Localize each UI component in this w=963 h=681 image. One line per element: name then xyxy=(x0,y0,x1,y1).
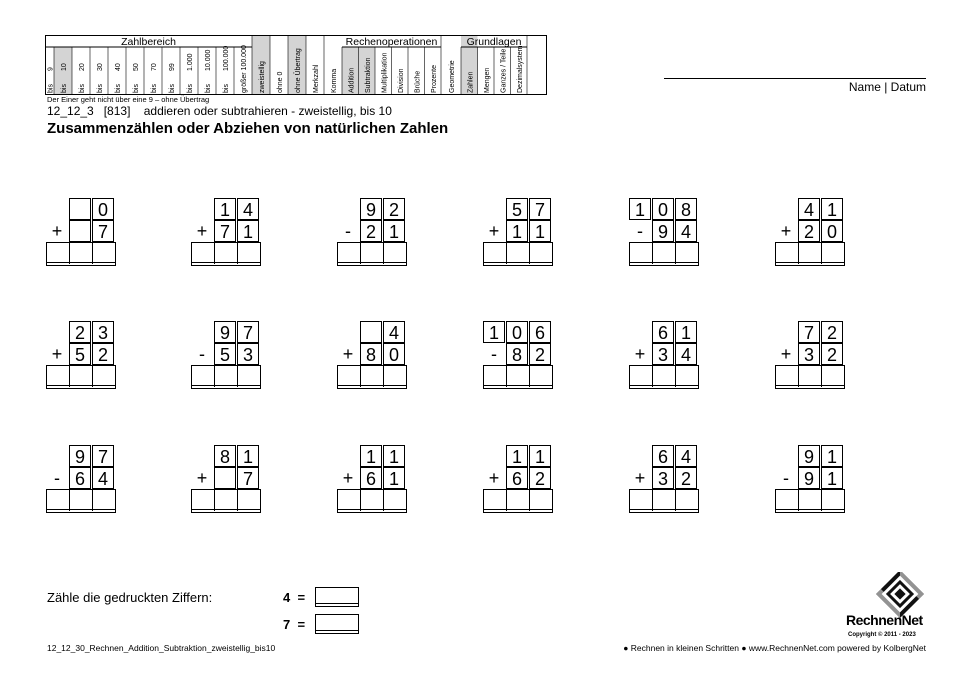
zahlbereich-value: 30 xyxy=(97,63,104,71)
answer-cell-divider xyxy=(529,365,530,387)
bottom-digit: 6 xyxy=(69,467,91,489)
operator-sign: - xyxy=(345,221,351,241)
top-digit: 4 xyxy=(675,445,697,467)
top-digit: 1 xyxy=(214,198,236,220)
answer-double-rule xyxy=(775,262,845,263)
zahlbereich-bis: bis xyxy=(97,84,104,93)
bottom-digit xyxy=(69,220,91,242)
problem-5 xyxy=(629,198,699,268)
answer-double-rule xyxy=(483,385,553,386)
bottom-digit: 6 xyxy=(506,467,528,489)
bottom-digit: 2 xyxy=(798,220,820,242)
problem-6 xyxy=(775,198,845,268)
operator-sign: + xyxy=(488,221,500,241)
answer-cell-divider xyxy=(821,489,822,511)
answer-cell-divider xyxy=(92,489,93,511)
operator-sign: - xyxy=(54,468,60,488)
answer-double-rule xyxy=(191,385,261,386)
top-digit: 3 xyxy=(92,321,114,343)
top-digit: 8 xyxy=(214,445,236,467)
bottom-digit: 1 xyxy=(821,467,843,489)
problem-16 xyxy=(483,445,553,515)
top-digit: 9 xyxy=(69,445,91,467)
problem-2 xyxy=(191,198,261,268)
answer-cell-divider xyxy=(360,365,361,387)
zahlbereich-value: 9 xyxy=(47,67,55,71)
operator-sign: - xyxy=(783,468,789,488)
bottom-digit xyxy=(214,467,236,489)
top-digit: 9 xyxy=(798,445,820,467)
answer-cell-divider xyxy=(529,489,530,511)
zahlbereich-value: 70 xyxy=(151,63,158,71)
top-digit: 9 xyxy=(360,198,382,220)
top-digit xyxy=(629,321,651,343)
answer-cell-divider xyxy=(360,489,361,511)
worksheet-code: 12_12_3 [813] addieren oder subtrahieren - zweistellig, bis 10 xyxy=(47,104,392,118)
problem-17 xyxy=(629,445,699,515)
zahlbereich-value: 99 xyxy=(169,63,176,71)
answer-double-rule xyxy=(46,262,116,263)
bottom-digit: 2 xyxy=(529,467,551,489)
answer-cell-divider xyxy=(506,489,507,511)
zahlbereich-value: 10 xyxy=(61,63,68,71)
answer-double-rule xyxy=(46,385,116,386)
top-digit: 1 xyxy=(821,198,843,220)
count-answer-box-1[interactable] xyxy=(315,587,359,607)
bottom-digit: 5 xyxy=(214,343,236,365)
top-digit: 0 xyxy=(92,198,114,220)
answer-double-rule xyxy=(483,262,553,263)
zahlbereich-bis: bis xyxy=(47,84,55,93)
top-digit: 0 xyxy=(506,321,528,343)
top-digit: 4 xyxy=(798,198,820,220)
name-datum-label: Name | Datum xyxy=(848,80,926,94)
zahlbereich-bis: bis xyxy=(223,84,230,93)
count-answer-box-2[interactable] xyxy=(315,614,359,634)
answer-double-rule xyxy=(775,509,845,510)
answer-double-rule xyxy=(337,509,407,510)
bottom-digit: 3 xyxy=(237,343,259,365)
answer-cell-divider xyxy=(92,242,93,264)
answer-double-rule xyxy=(46,509,116,510)
bottom-digit: 9 xyxy=(798,467,820,489)
operator-sign: + xyxy=(780,344,792,364)
bottom-digit: 2 xyxy=(675,467,697,489)
top-digit: 8 xyxy=(675,198,697,220)
answer-double-rule xyxy=(191,262,261,263)
category-col-label: Ganzes / Teile xyxy=(500,48,508,93)
top-digit xyxy=(46,445,68,467)
category-col-label: Komma xyxy=(331,68,338,93)
answer-cell-divider xyxy=(652,489,653,511)
top-digit xyxy=(46,321,68,343)
zahlbereich-bis: bis xyxy=(115,84,122,93)
answer-cell-divider xyxy=(506,242,507,264)
operator-sign: + xyxy=(780,221,792,241)
category-col-label: Geometrie xyxy=(449,60,456,93)
problem-15 xyxy=(337,445,407,515)
answer-cell-divider xyxy=(69,242,70,264)
answer-double-rule xyxy=(337,262,407,263)
operator-sign: - xyxy=(199,344,205,364)
top-digit: 5 xyxy=(506,198,528,220)
problem-1 xyxy=(46,198,116,268)
zahlbereich-value: 10.000 xyxy=(205,49,212,71)
bottom-digit: 1 xyxy=(506,220,528,242)
bottom-digit: 2 xyxy=(92,343,114,365)
category-col-label: Zahlen xyxy=(467,71,475,93)
problem-3 xyxy=(337,198,407,268)
answer-cell-divider xyxy=(383,242,384,264)
answer-cell-divider xyxy=(237,242,238,264)
operator-sign: + xyxy=(634,468,646,488)
top-digit: 2 xyxy=(821,321,843,343)
top-digit: 4 xyxy=(383,321,405,343)
bottom-digit: 2 xyxy=(529,343,551,365)
answer-cell-divider xyxy=(529,242,530,264)
top-digit: 1 xyxy=(360,445,382,467)
bottom-digit: 3 xyxy=(652,343,674,365)
answer-cell-divider xyxy=(383,365,384,387)
answer-cell-divider xyxy=(383,489,384,511)
answer-cell-divider xyxy=(69,365,70,387)
answer-cell-divider xyxy=(821,242,822,264)
problem-11 xyxy=(629,321,699,391)
category-col-label: ohne Übertrag xyxy=(295,48,302,93)
top-digit: 7 xyxy=(529,198,551,220)
category-col-label: Merkzahl xyxy=(313,64,320,93)
answer-double-rule xyxy=(337,385,407,386)
answer-cell-divider xyxy=(237,365,238,387)
top-digit: 1 xyxy=(629,198,651,220)
bottom-digit: 4 xyxy=(675,343,697,365)
bottom-digit: 7 xyxy=(214,220,236,242)
answer-cell-divider xyxy=(652,242,653,264)
answer-cell-divider xyxy=(214,242,215,264)
top-digit xyxy=(191,321,213,343)
bottom-digit: 1 xyxy=(237,220,259,242)
bottom-digit: 1 xyxy=(383,220,405,242)
zahlbereich-bis: bis xyxy=(187,84,194,93)
top-digit: 1 xyxy=(506,445,528,467)
worksheet-note: Der Einer geht nicht über eine 9 – ohne Übertrag xyxy=(47,95,210,104)
zahlbereich-value: 1.000 xyxy=(187,53,194,71)
answer-cell-divider xyxy=(675,242,676,264)
operator-sign: + xyxy=(196,221,208,241)
zahlbereich-value: 100.000 xyxy=(223,45,230,71)
category-col-label: ohne 0 xyxy=(277,71,284,93)
problem-18 xyxy=(775,445,845,515)
problem-4 xyxy=(483,198,553,268)
bottom-digit: 3 xyxy=(652,467,674,489)
top-digit: 6 xyxy=(529,321,551,343)
answer-cell-divider xyxy=(675,489,676,511)
category-col-label: zweistellig xyxy=(259,61,266,93)
count-digit-2: 7 = xyxy=(283,617,306,632)
top-digit: 1 xyxy=(383,445,405,467)
answer-cell-divider xyxy=(214,365,215,387)
page-title: Zusammenzählen oder Abziehen von natürlichen Zahlen xyxy=(47,120,449,137)
zahlbereich-bis: bis xyxy=(205,84,212,93)
top-digit: 1 xyxy=(821,445,843,467)
zahlbereich-value: größer 100.000 xyxy=(241,45,248,93)
answer-double-rule xyxy=(191,509,261,510)
logo-copyright: Copyright © 2011 - 2023 xyxy=(848,632,916,638)
operator-sign: + xyxy=(196,468,208,488)
operator-sign: + xyxy=(342,468,354,488)
problem-10 xyxy=(483,321,553,391)
top-digit: 6 xyxy=(652,445,674,467)
top-digit xyxy=(337,321,359,343)
logo-wordmark: RechnenNet xyxy=(846,612,923,628)
top-digit: 1 xyxy=(529,445,551,467)
answer-double-rule xyxy=(629,262,699,263)
footer-filename: 12_12_30_Rechnen_Addition_Subtraktion_zweistellig_bis10 xyxy=(47,643,276,653)
zahlbereich-value: 20 xyxy=(79,63,86,71)
top-digit xyxy=(360,321,382,343)
zahlbereich-bis: bis xyxy=(133,84,140,93)
category-table xyxy=(45,35,651,100)
bottom-digit: 1 xyxy=(529,220,551,242)
bottom-digit: 3 xyxy=(798,343,820,365)
bottom-digit: 4 xyxy=(92,467,114,489)
operator-sign: + xyxy=(488,468,500,488)
count-label: Zähle die gedruckten Ziffern: xyxy=(47,590,213,605)
bottom-digit: 2 xyxy=(360,220,382,242)
problem-14 xyxy=(191,445,261,515)
answer-cell-divider xyxy=(798,242,799,264)
answer-cell-divider xyxy=(214,489,215,511)
top-digit xyxy=(191,198,213,220)
top-digit xyxy=(337,445,359,467)
name-line xyxy=(664,78,926,79)
answer-cell-divider xyxy=(821,365,822,387)
top-digit xyxy=(69,198,91,220)
top-digit xyxy=(775,445,797,467)
top-digit: 2 xyxy=(69,321,91,343)
answer-cell-divider xyxy=(92,365,93,387)
category-col-label: Addition xyxy=(348,67,356,93)
top-digit xyxy=(337,198,359,220)
operator-sign: - xyxy=(637,221,643,241)
top-digit: 6 xyxy=(652,321,674,343)
problem-12 xyxy=(775,321,845,391)
problem-9 xyxy=(337,321,407,391)
answer-double-rule xyxy=(629,509,699,510)
top-digit xyxy=(191,445,213,467)
zahlbereich-value: 40 xyxy=(115,63,122,71)
bottom-digit: 5 xyxy=(69,343,91,365)
top-digit: 7 xyxy=(237,321,259,343)
problem-7 xyxy=(46,321,116,391)
operator-sign: + xyxy=(634,344,646,364)
top-digit: 7 xyxy=(798,321,820,343)
top-digit: 7 xyxy=(92,445,114,467)
top-digit: 9 xyxy=(214,321,236,343)
top-digit: 1 xyxy=(675,321,697,343)
top-digit xyxy=(775,321,797,343)
top-digit: 2 xyxy=(383,198,405,220)
answer-cell-divider xyxy=(798,365,799,387)
bottom-digit: 8 xyxy=(360,343,382,365)
category-col-label: Division xyxy=(397,68,405,93)
category-col-label: Subtraktion xyxy=(364,57,372,93)
top-digit: 4 xyxy=(237,198,259,220)
answer-cell-divider xyxy=(652,365,653,387)
top-digit: 1 xyxy=(483,321,505,343)
operator-sign: + xyxy=(51,221,63,241)
answer-cell-divider xyxy=(798,489,799,511)
bottom-digit: 7 xyxy=(237,467,259,489)
zahlbereich-bis: bis xyxy=(169,84,176,93)
category-col-label: Multiplikation xyxy=(381,52,389,93)
top-digit xyxy=(483,445,505,467)
operator-sign: + xyxy=(342,344,354,364)
answer-double-rule xyxy=(629,385,699,386)
category-table-svg xyxy=(45,35,651,95)
zahlbereich-bis: bis xyxy=(79,84,86,93)
bottom-digit: 4 xyxy=(675,220,697,242)
answer-cell-divider xyxy=(675,365,676,387)
count-digit-1: 4 = xyxy=(283,590,306,605)
bottom-digit: 6 xyxy=(360,467,382,489)
problem-8 xyxy=(191,321,261,391)
top-digit xyxy=(775,198,797,220)
answer-double-rule xyxy=(775,385,845,386)
bottom-digit: 8 xyxy=(506,343,528,365)
answer-double-rule xyxy=(483,509,553,510)
bottom-digit: 1 xyxy=(383,467,405,489)
bottom-digit: 7 xyxy=(92,220,114,242)
top-digit xyxy=(46,198,68,220)
operator-sign: - xyxy=(491,344,497,364)
category-col-label: Brüche xyxy=(414,70,422,93)
top-digit: 1 xyxy=(237,445,259,467)
answer-cell-divider xyxy=(69,489,70,511)
zahlbereich-header: Zahlbereich xyxy=(121,36,176,48)
category-col-label: Dezimalsystem xyxy=(516,45,524,93)
answer-cell-divider xyxy=(237,489,238,511)
answer-cell-divider xyxy=(360,242,361,264)
zahlbereich-value: 50 xyxy=(133,63,140,71)
top-digit xyxy=(483,198,505,220)
zahlbereich-bis: bis xyxy=(151,84,158,93)
footer-credits: ● Rechnen in kleinen Schritten ● www.RechnenNet.com powered by KolbergNet xyxy=(623,643,926,653)
rechen-header: Rechenoperationen xyxy=(345,36,438,48)
answer-cell-divider xyxy=(506,365,507,387)
problem-13 xyxy=(46,445,116,515)
operator-sign: + xyxy=(51,344,63,364)
bottom-digit: 2 xyxy=(821,343,843,365)
bottom-digit: 0 xyxy=(821,220,843,242)
top-digit xyxy=(629,445,651,467)
top-digit: 0 xyxy=(652,198,674,220)
bottom-digit: 0 xyxy=(383,343,405,365)
category-col-label: Prozente xyxy=(430,64,438,93)
grund-header: Grundlagen xyxy=(466,36,522,48)
zahlbereich-bis: bis xyxy=(61,84,68,93)
category-col-label: Mengen xyxy=(483,67,491,93)
bottom-digit: 9 xyxy=(652,220,674,242)
